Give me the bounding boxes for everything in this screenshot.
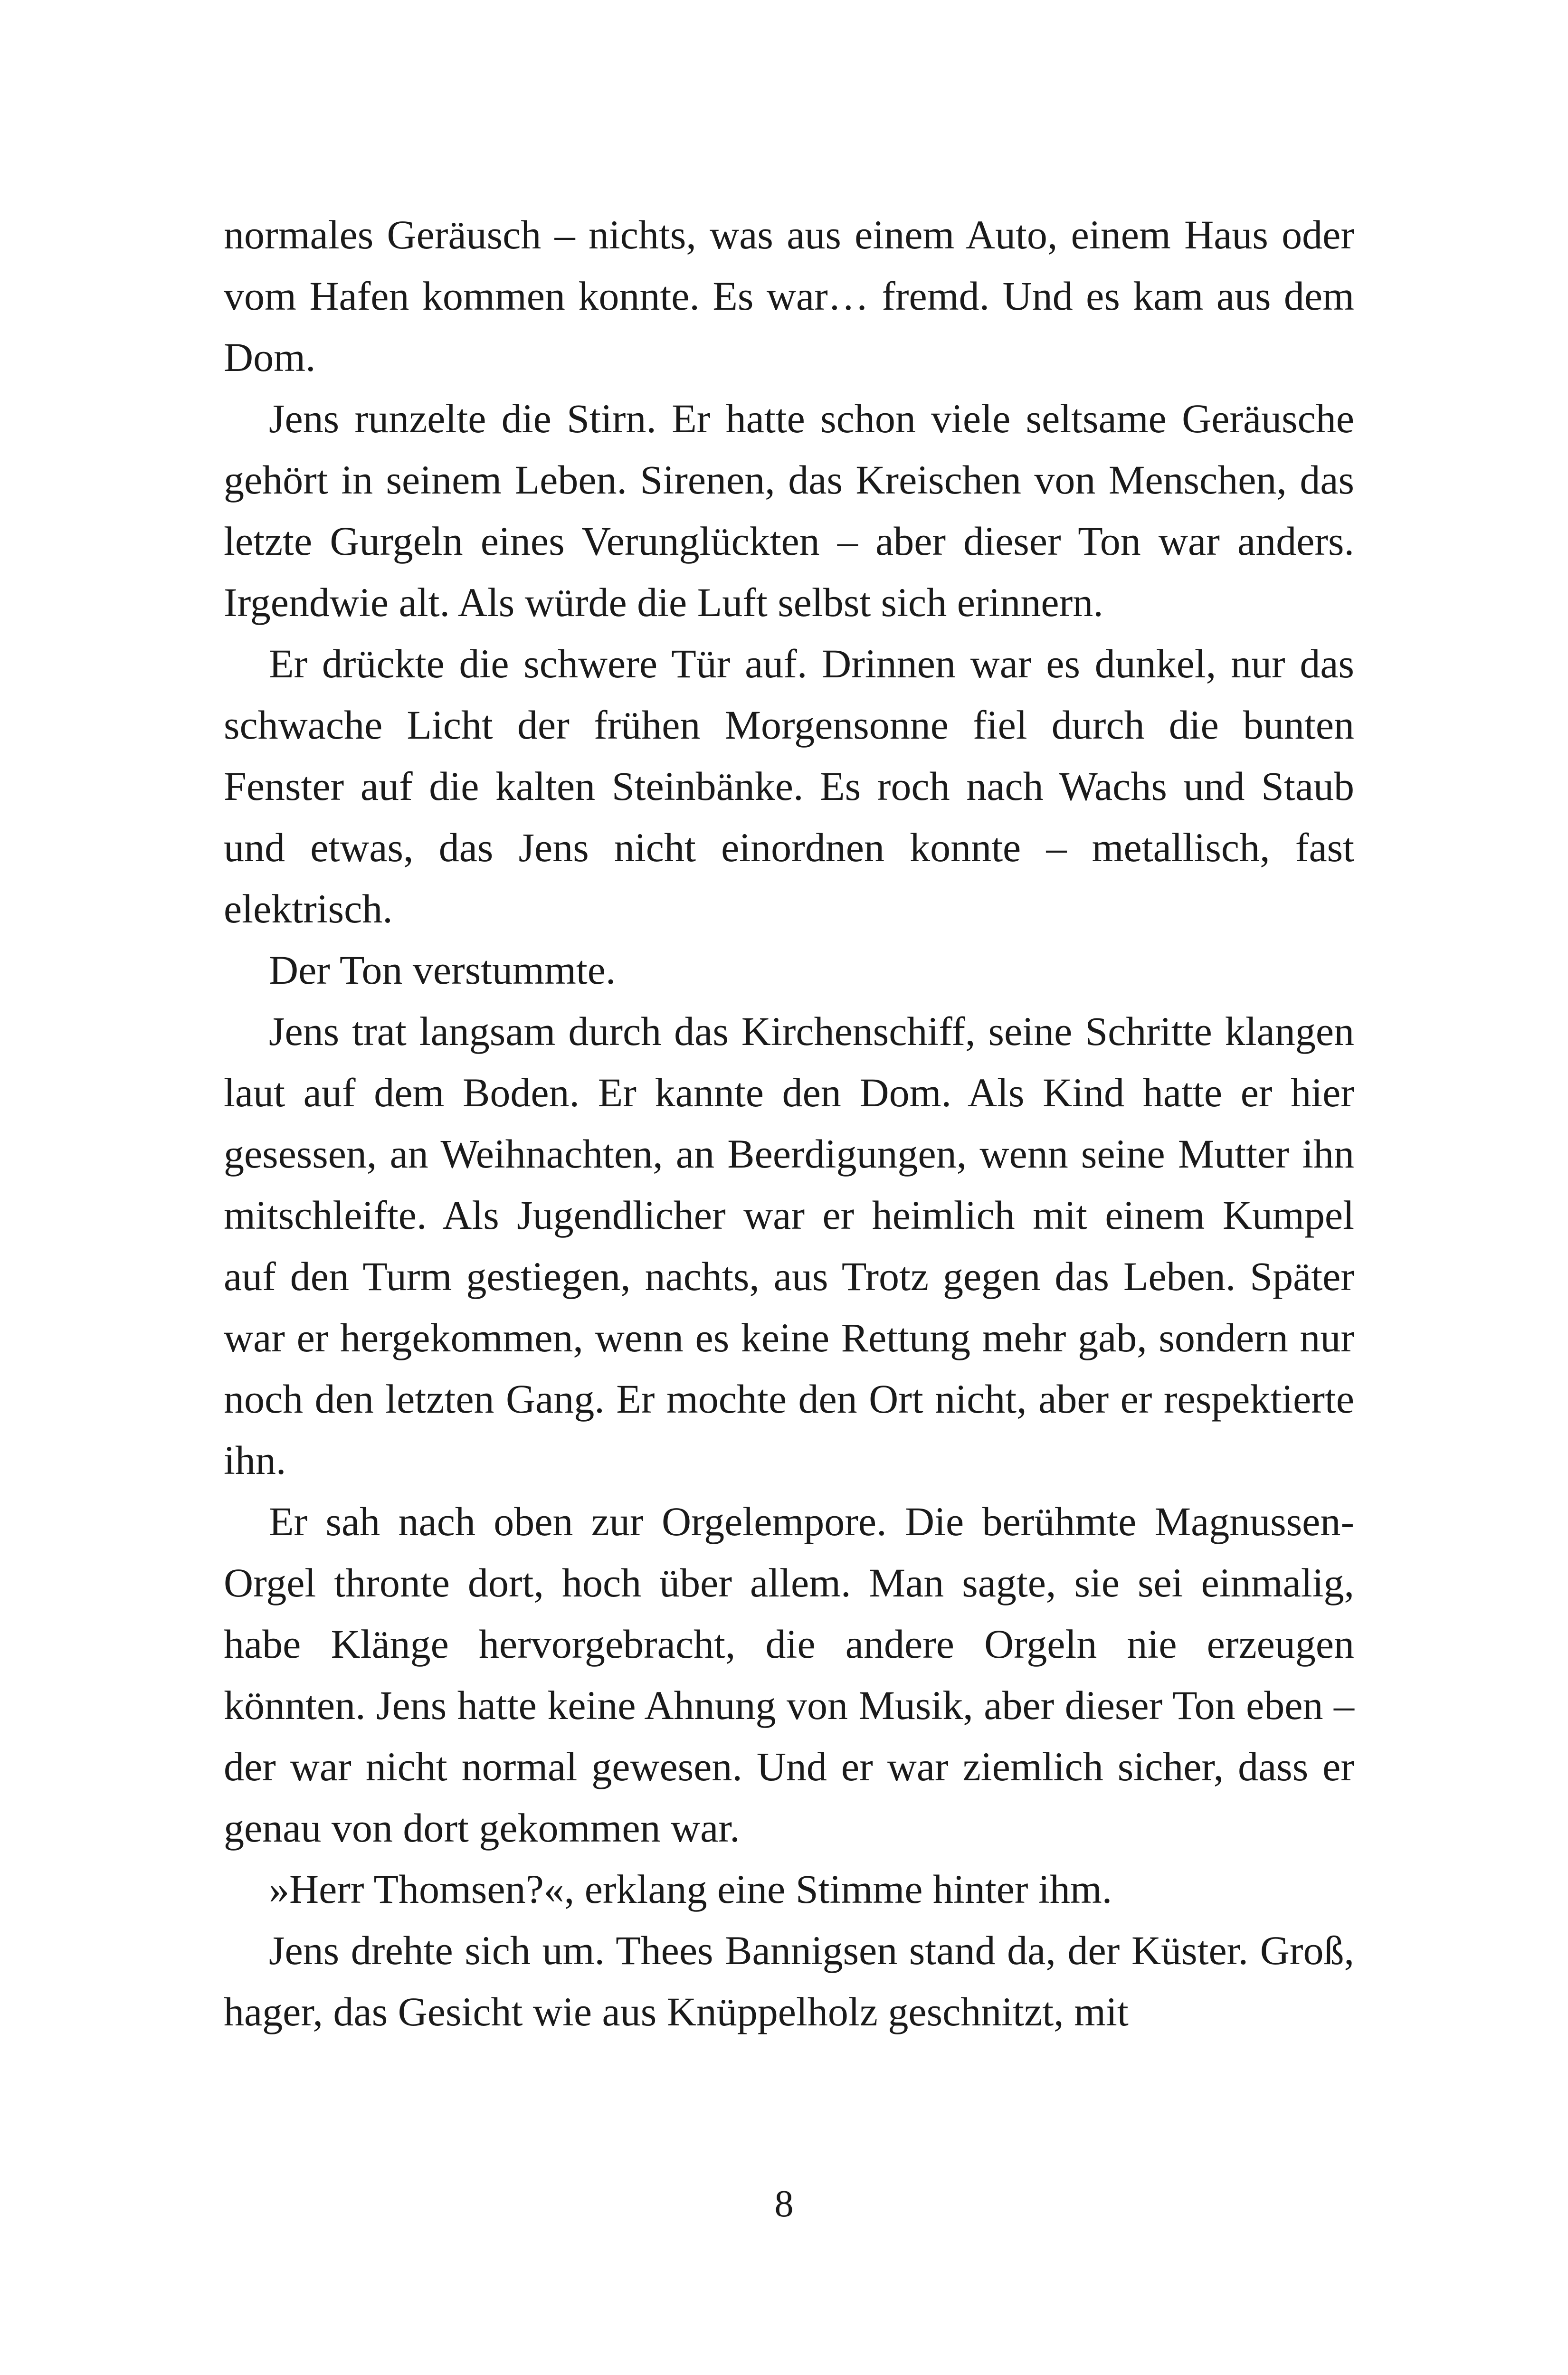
body-text — [224, 204, 1354, 2042]
paragraph: Er sah nach oben zur Orgelempore. Die berühmte Magnussen-Orgel thronte dort, hoch über allem. Man sagte, sie sei einmalig, habe Klänge hervorgebracht, die andere Orgeln nie erzeugen könnten. Jens hatte keine Ahnung von Musik, aber dieser Ton eben – der war nicht normal gewesen. Und er war ziemlich sicher, dass er genau von dort gekommen war. — [224, 1499, 1354, 1851]
paragraph: »Herr Thomsen?«, erklang eine Stimme hinter ihm. — [269, 1866, 1112, 1912]
paragraph: Jens drehte sich um. Thees Bannigsen stand da, der Küster. Groß, hager, das Gesicht wie aus Knüppelholz geschnitzt, mit — [224, 1928, 1354, 2034]
paragraph: Jens runzelte die Stirn. Er hatte schon viele seltsame Geräusche gehört in seinem Leben. Sirenen, das Kreischen von Menschen, das letzte Gurgeln eines Verunglückten – aber dieser Ton war anders. Irgendwie alt. Als würde die Luft selbst sich erinnern. — [224, 396, 1354, 625]
paragraph: Jens trat langsam durch das Kirchenschiff, seine Schritte klangen laut auf dem Boden. Er kannte den Dom. Als Kind hatte er hier gesessen, an Weihnachten, an Beerdigungen, wenn seine Mutter ihn mitschleifte. Als Jugendlicher war er heimlich mit einem Kumpel auf den Turm gestiegen, nachts, aus Trotz gegen das Leben. Später war er hergekommen, wenn es keine Rettung mehr gab, sondern nur noch den letzten Gang. Er mochte den Ort nicht, aber er respektierte ihn. — [224, 1008, 1354, 1483]
paragraph: Der Ton verstummte. — [269, 947, 616, 993]
paragraph: Er drückte die schwere Tür auf. Drinnen war es dunkel, nur das schwache Licht der frühen Morgensonne fiel durch die bunten Fenster auf die kalten Steinbänke. Es roch nach Wachs und Staub und etwas, das Jens nicht einordnen konnte – metallisch, fast elektrisch. — [224, 641, 1354, 931]
paragraph: normales Geräusch – nichts, was aus einem Auto, einem Haus oder vom Hafen kommen konnte. Es war… fremd. Und es kam aus dem Dom. — [224, 212, 1354, 380]
page-number: 8 — [774, 2183, 794, 2225]
